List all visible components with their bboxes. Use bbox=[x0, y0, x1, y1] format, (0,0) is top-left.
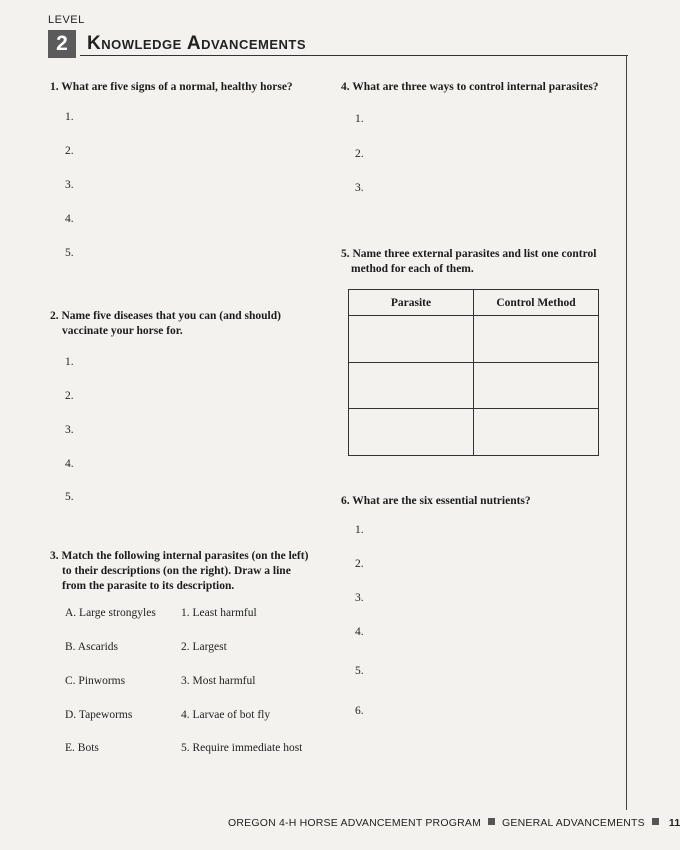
table-row bbox=[349, 409, 599, 456]
q2-item: 2. bbox=[65, 390, 74, 402]
page-number: 11 bbox=[668, 817, 680, 829]
q6-item: 6. bbox=[355, 705, 364, 717]
question-2-prompt-cont: vaccinate your horse for. bbox=[62, 325, 183, 337]
question-4-prompt: 4. What are three ways to control internal parasites? bbox=[341, 81, 599, 93]
q6-item: 5. bbox=[355, 665, 364, 677]
parasite-control-table bbox=[348, 289, 599, 456]
page-footer bbox=[228, 817, 680, 829]
footer-section: GENERAL ADVANCEMENTS bbox=[502, 817, 645, 829]
description-option: 1. Least harmful bbox=[181, 607, 257, 619]
q6-item: 2. bbox=[355, 558, 364, 570]
table-cell-control-method[interactable] bbox=[474, 409, 599, 456]
question-6-prompt: 6. What are the six essential nutrients? bbox=[341, 495, 531, 507]
parasite-option: C. Pinworms bbox=[65, 675, 126, 687]
parasite-option: E. Bots bbox=[65, 742, 99, 754]
table-row bbox=[349, 316, 599, 363]
q2-item: 3. bbox=[65, 424, 74, 436]
parasite-option: A. Large strongyles bbox=[65, 607, 156, 619]
q1-item: 4. bbox=[65, 213, 74, 225]
table-cell-control-method[interactable] bbox=[474, 362, 599, 409]
table-cell-parasite[interactable] bbox=[349, 362, 474, 409]
question-3-prompt: 3. Match the following internal parasites (on the left) bbox=[50, 550, 309, 562]
table-cell-parasite[interactable] bbox=[349, 409, 474, 456]
q2-item: 1. bbox=[65, 356, 74, 368]
table-cell-parasite[interactable] bbox=[349, 316, 474, 363]
footer-program: OREGON 4-H HORSE ADVANCEMENT PROGRAM bbox=[228, 817, 482, 829]
q1-item: 3. bbox=[65, 179, 74, 191]
question-2-prompt: 2. Name five diseases that you can (and should) bbox=[50, 310, 281, 322]
description-option: 2. Largest bbox=[181, 641, 227, 653]
right-margin-rule bbox=[626, 55, 627, 810]
level-label: LEVEL bbox=[48, 14, 85, 26]
q4-item: 2. bbox=[355, 148, 364, 160]
level-number-badge: 2 bbox=[48, 30, 76, 58]
q1-item: 1. bbox=[65, 111, 74, 123]
title-rule bbox=[80, 55, 628, 56]
q4-item: 3. bbox=[355, 182, 364, 194]
q2-item: 5. bbox=[65, 491, 74, 503]
table-row bbox=[349, 362, 599, 409]
table-cell-control-method[interactable] bbox=[474, 316, 599, 363]
q4-item: 1. bbox=[355, 113, 364, 125]
question-5-prompt: 5. Name three external parasites and list one control bbox=[341, 248, 597, 260]
q2-item: 4. bbox=[65, 458, 74, 470]
q6-item: 4. bbox=[355, 626, 364, 638]
parasite-option: B. Ascarids bbox=[65, 641, 119, 653]
question-3-prompt-cont: to their descriptions (on the right). Draw a line bbox=[62, 565, 291, 577]
description-option: 3. Most harmful bbox=[181, 675, 256, 687]
q6-item: 1. bbox=[355, 524, 364, 536]
q1-item: 5. bbox=[65, 247, 74, 259]
square-separator-icon bbox=[488, 818, 495, 825]
page-title: Knowledge Advancements bbox=[87, 33, 306, 54]
question-1-prompt: 1. What are five signs of a normal, healthy horse? bbox=[50, 81, 293, 93]
question-3-prompt-cont: from the parasite to its description. bbox=[62, 580, 235, 592]
table-header-control-method: Control Method bbox=[474, 290, 599, 316]
description-option: 4. Larvae of bot fly bbox=[181, 709, 271, 721]
q1-item: 2. bbox=[65, 145, 74, 157]
question-5-prompt-cont: method for each of them. bbox=[351, 263, 474, 275]
q6-item: 3. bbox=[355, 592, 364, 604]
description-option: 5. Require immediate host bbox=[181, 742, 303, 754]
table-header-row bbox=[349, 290, 599, 316]
parasite-option: D. Tapeworms bbox=[65, 709, 133, 721]
table-header-parasite: Parasite bbox=[349, 290, 474, 316]
square-separator-icon bbox=[652, 818, 659, 825]
